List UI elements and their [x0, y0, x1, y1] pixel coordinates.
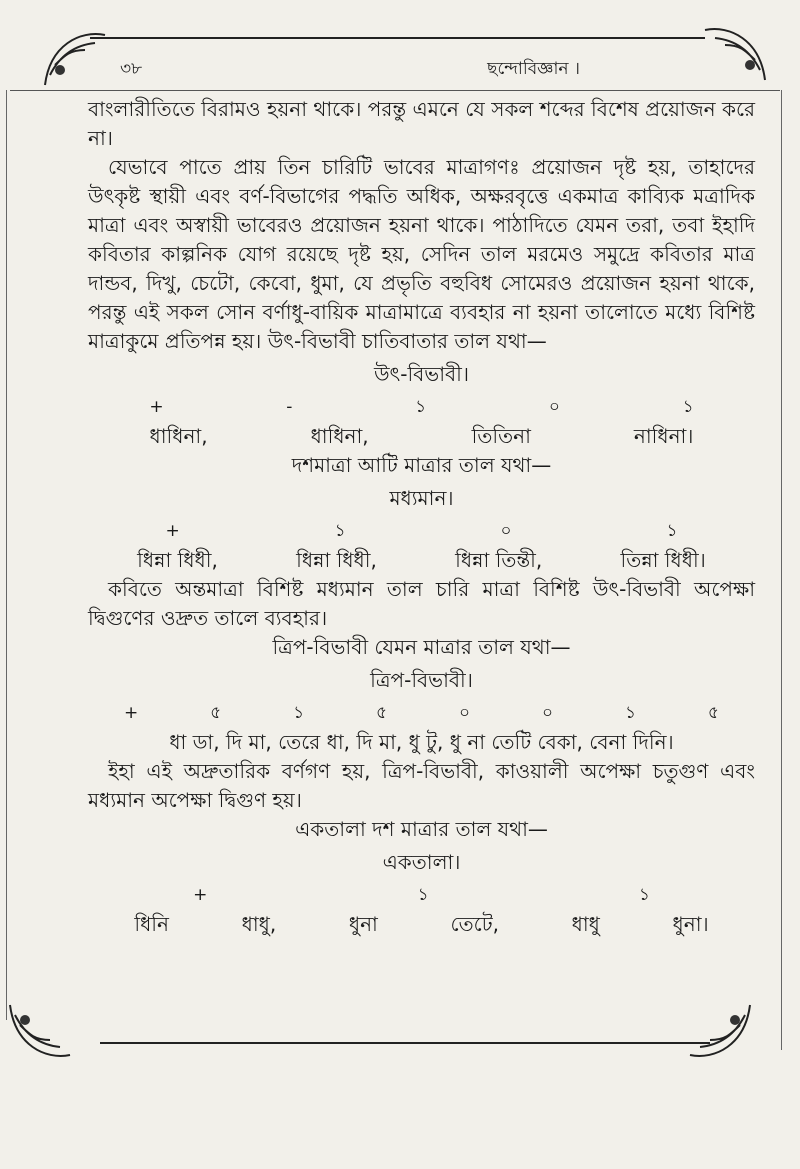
left-border-rule	[6, 90, 7, 1020]
scale-mark: ১	[293, 703, 305, 723]
example-intro: ত্রিপ-বিভাবী যেমন মাত্রার তাল যথা—	[272, 635, 571, 659]
paragraph: যেভাবে পাতে প্রায় তিন চারিটি ভাবের মাত্রাগণঃ প্রয়োজন দৃষ্ট হয়, তাহাদের উৎকৃষ্ট স্থায়ী এবং বর্ণ-বিভাগের পদ্ধতি অধিক, অক্ষরবৃত্তে একমাত্র কাব্যিক মত্রাদিক মাত্রা এবং অস্বায়ী ভাবেরও প্রয়োজন হয়না থাকে। পাঠাদিতে যেমন তরা, তবা ইহাদি কবিতার কাল্পনিক যোগ রয়েছে দৃষ্ট হয়, সেদিন তাল মরমেও সমুদ্রে কবিতার মাত্র দান্ডব, দিখু, চেটো, কেবো, ধুমা, যে প্রভৃতি বহুবিধ সোমেরও প্রয়োজন হয়না থাকে, পরন্তু এই সকল সোন বর্ণাধু-বায়িক মাত্রামাত্রে ব্যবহার না হয়না তালোতে মধ্যে বিশিষ্ট মাত্রাকুমে প্রতিপন্ন হয়। উৎ-বিভাবী চাতিবাতার তাল যথা—	[88, 155, 755, 353]
scale-mark: +	[165, 521, 180, 541]
tala-words	[98, 546, 745, 575]
ornament-flourish-icon	[685, 995, 755, 1065]
ornament-flourish-icon	[40, 25, 110, 95]
tala-scale	[88, 393, 755, 422]
tala-words	[98, 910, 745, 939]
paragraph: ইহা এই অদ্রুতারিক বর্ণগণ হয়, ত্রিপ-বিভাবী, কাওয়ালী অপেক্ষা চতুগুণ এবং মধ্যমান অপেক্ষা দ্বিগুণ হয়।	[88, 759, 755, 812]
running-title: ছন্দোবিজ্ঞান ।	[487, 59, 580, 79]
tala-scale	[88, 881, 755, 910]
bol-word: ধাধিনা,	[149, 424, 208, 448]
bol-word: নাধিনা।	[633, 424, 694, 448]
bol-word: ধাধু	[571, 912, 600, 936]
page-body	[88, 95, 755, 939]
bol-word: ধাধু,	[241, 912, 277, 936]
tala-scale	[88, 517, 755, 546]
scale-mark: ১	[415, 397, 427, 417]
scale-mark: ১	[638, 885, 650, 905]
tala-scale	[88, 699, 755, 728]
header-rule	[10, 90, 780, 91]
scale-mark: ০	[500, 521, 512, 541]
bol-word: ধাধিনা,	[310, 424, 369, 448]
example-intro: একতালা দশ মাত্রার তাল যথা—	[295, 817, 548, 841]
scale-mark: ১	[417, 885, 429, 905]
bol-word: ধুনা।	[672, 912, 709, 936]
example-heading: একতালা।	[382, 850, 461, 874]
bottom-border-rule	[100, 1042, 710, 1044]
scale-mark: -	[286, 397, 293, 417]
bol-word: ধুনা	[348, 912, 378, 936]
top-border-rule	[90, 37, 705, 39]
bol-word: ধিন্না তিন্তী,	[455, 548, 543, 572]
bol-word: তিন্না ধিধী।	[620, 548, 706, 572]
scale-mark: ১	[666, 521, 678, 541]
example-heading: উৎ-বিভাবী।	[373, 362, 470, 386]
ornament-flourish-icon	[5, 995, 75, 1065]
tala-words: ধা ডা, দি মা, তেরে ধা, দি মা, ধু টু, ধু না তেটি বেকা, বেনা দিনি।	[169, 730, 674, 754]
right-border-rule	[781, 90, 782, 1050]
tala-words	[98, 422, 745, 451]
ornament-flourish-icon	[700, 20, 770, 90]
scale-mark: ০	[548, 397, 560, 417]
bol-word: ধিনি	[134, 912, 169, 936]
example-heading: মধ্যমান।	[389, 486, 454, 510]
scale-mark: ৫	[707, 703, 719, 723]
scale-mark: ০	[541, 703, 554, 723]
page-number: ৩৮	[120, 59, 143, 79]
scale-mark: ৫	[210, 703, 222, 723]
scale-mark: ১	[682, 397, 694, 417]
running-header	[120, 55, 700, 85]
example-intro: দশমাত্রা আটি মাত্রার তাল যথা—	[291, 453, 552, 477]
scale-mark: ১	[624, 703, 636, 723]
example-heading: ত্রিপ-বিভাবী।	[370, 668, 473, 692]
bol-word: ধিন্না ধিধী,	[296, 548, 377, 572]
scale-mark: ১	[334, 521, 346, 541]
scale-mark: +	[123, 703, 139, 723]
bol-word: তেটে,	[450, 912, 499, 936]
bol-word: তিতিনা	[471, 424, 531, 448]
paragraph: কবিতে অন্তমাত্রা বিশিষ্ট মধ্যমান তাল চারি মাত্রা বিশিষ্ট উৎ-বিভাবী অপেক্ষা দ্বিগুণের ওদ্রুত তালে ব্যবহার।	[88, 577, 755, 630]
paragraph: বাংলারীতিতে বিরামও হয়না থাকে। পরন্তু এমনে যে সকল শব্দের বিশেষ প্রয়োজন করে না।	[88, 97, 755, 150]
bol-word: ধিন্না ধিধী,	[137, 548, 218, 572]
scale-mark: +	[193, 885, 208, 905]
scale-mark: +	[149, 397, 164, 417]
scale-mark: ০	[458, 703, 471, 723]
scale-mark: ৫	[376, 703, 388, 723]
